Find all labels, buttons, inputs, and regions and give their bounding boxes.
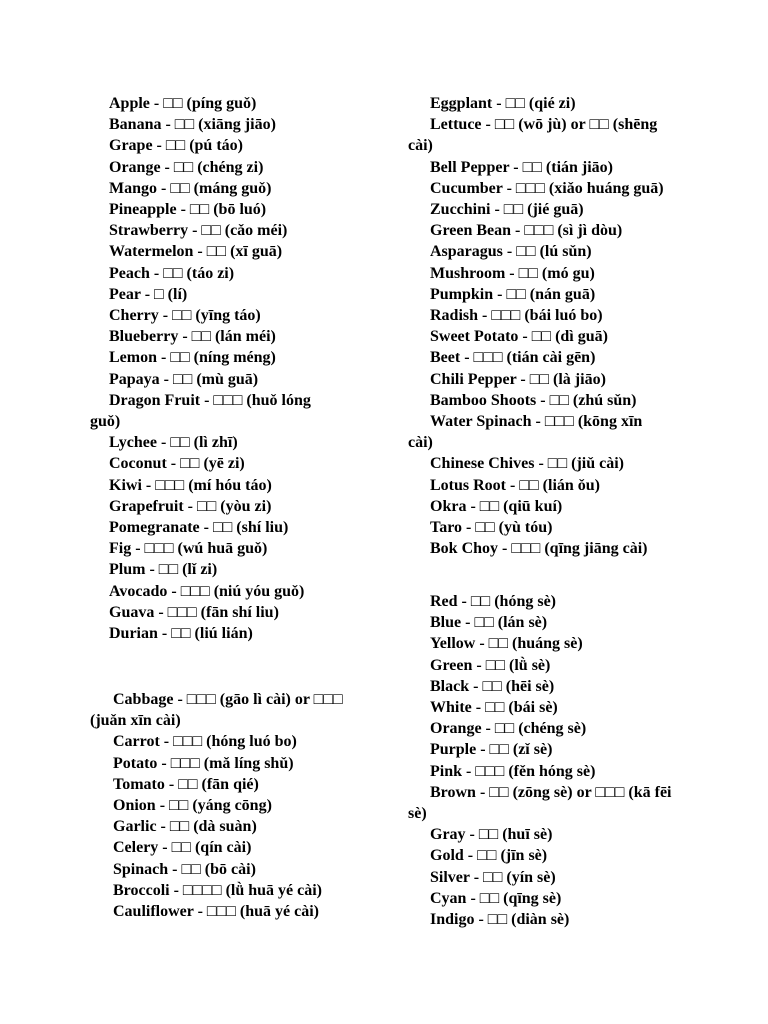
list-item: Potato - □□□ (mǎ líng shǔ) [113, 754, 294, 772]
list-item: Yellow - □□ (huáng sè) [430, 635, 583, 653]
list-item: Orange - □□ (chéng zi) [109, 158, 264, 176]
list-item: Coconut - □□ (yē zi) [109, 455, 245, 473]
list-item: Mango - □□ (máng guǒ) [109, 179, 272, 197]
list-item: Gray - □□ (huī sè) [430, 826, 553, 844]
list-item: Bok Choy - □□□ (qīng jiāng cài) [430, 540, 648, 558]
list-item: Watermelon - □□ (xī guā) [109, 243, 283, 261]
list-item: Water Spinach - □□□ (kōng xīn cài) [408, 413, 643, 452]
list-item: Purple - □□ (zǐ sè) [430, 741, 553, 759]
list-item: Okra - □□ (qiū kuí) [430, 497, 563, 515]
list-item: Beet - □□□ (tián cài gēn) [430, 349, 596, 367]
list-item: Spinach - □□ (bō cài) [113, 860, 256, 878]
list-item: Green - □□ (lǜ sè) [430, 656, 551, 674]
list-item: Durian - □□ (liú lián) [109, 625, 253, 643]
list-item: Pink - □□□ (fěn hóng sè) [430, 762, 596, 780]
list-item: Onion - □□ (yáng cōng) [113, 797, 272, 815]
list-item: Broccoli - □□□□ (lǜ huā yé cài) [113, 881, 323, 899]
list-item: Green Bean - □□□ (sì jì dòu) [430, 222, 623, 240]
list-item: Mushroom - □□ (mó gu) [430, 264, 595, 282]
list-item: Dragon Fruit - □□□ (huǒ lóng guǒ) [90, 391, 311, 431]
list-item: Strawberry - □□ (cǎo méi) [109, 222, 288, 240]
list-item: Zucchini - □□ (jié guā) [430, 201, 584, 219]
list-item: Brown - □□ (zōng sè) or □□□ (kā fēi sè) [408, 783, 672, 823]
list-item: Garlic - □□ (dà suàn) [113, 818, 257, 836]
list-item: Radish - □□□ (bái luó bo) [430, 307, 603, 325]
list-item: Black - □□ (hēi sè) [430, 677, 555, 695]
list-item: Sweet Potato - □□ (dì guā) [430, 328, 608, 346]
list-item: Taro - □□ (yù tóu) [430, 519, 553, 537]
colors-list [408, 591, 678, 930]
list-item: Celery - □□ (qín cài) [113, 839, 252, 857]
list-item: Cabbage - □□□ (gāo lì cài) or □□□ (juǎn xīn cài) [90, 691, 343, 730]
list-item: Cauliflower - □□□ (huā yé cài) [113, 903, 320, 921]
list-item: Red - □□ (hóng sè) [430, 593, 556, 610]
list-item: Lettuce - □□ (wō jù) or □□ (shēng cài) [408, 116, 658, 155]
list-item: Carrot - □□□ (hóng luó bo) [113, 733, 297, 751]
list-item: Eggplant - □□ (qié zi) [430, 95, 576, 112]
list-item: White - □□ (bái sè) [430, 699, 558, 717]
list-item: Gold - □□ (jīn sè) [430, 847, 548, 865]
list-item: Cyan - □□ (qīng sè) [430, 889, 562, 907]
list-item: Tomato - □□ (fān qié) [113, 775, 259, 793]
list-item: Fig - □□□ (wú huā guǒ) [109, 540, 268, 558]
list-item: Lemon - □□ (níng méng) [109, 349, 276, 367]
list-item: Pineapple - □□ (bō luó) [109, 201, 267, 219]
list-item: Kiwi - □□□ (mí hóu táo) [109, 476, 272, 494]
vegetables-list-left [90, 689, 360, 922]
list-item: Lychee - □□ (lì zhī) [109, 434, 238, 452]
list-item: Cherry - □□ (yīng táo) [109, 307, 261, 325]
list-item: Pear - □ (lí) [109, 285, 188, 303]
list-item: Peach - □□ (táo zi) [109, 264, 235, 282]
list-item: Chili Pepper - □□ (là jiāo) [430, 370, 606, 388]
fruits-list [90, 93, 335, 644]
list-item: Blue - □□ (lán sè) [430, 614, 548, 632]
list-item: Papaya - □□ (mù guā) [109, 370, 259, 388]
list-item: Grape - □□ (pú táo) [109, 137, 243, 155]
list-item: Guava - □□□ (fān shí liu) [109, 603, 279, 621]
list-item: Orange - □□ (chéng sè) [430, 720, 587, 738]
list-item: Lotus Root - □□ (lián ǒu) [430, 476, 601, 494]
list-item: Banana - □□ (xiāng jiāo) [109, 116, 276, 134]
vegetables-list-right [408, 93, 670, 559]
list-item: Indigo - □□ (diàn sè) [430, 911, 570, 929]
list-item: Blueberry - □□ (lán méi) [109, 328, 276, 346]
list-item: Grapefruit - □□ (yòu zi) [109, 497, 272, 515]
list-item: Silver - □□ (yín sè) [430, 868, 556, 886]
list-item: Chinese Chives - □□ (jiǔ cài) [430, 455, 624, 473]
list-item: Pomegranate - □□ (shí liu) [109, 519, 289, 537]
list-item: Asparagus - □□ (lú sǔn) [430, 243, 592, 261]
list-item: Apple - □□ (píng guǒ) [109, 95, 257, 112]
list-item: Pumpkin - □□ (nán guā) [430, 285, 596, 303]
list-item: Bamboo Shoots - □□ (zhú sǔn) [430, 391, 637, 409]
list-item: Avocado - □□□ (niú yóu guǒ) [109, 582, 305, 600]
list-item: Plum - □□ (lǐ zi) [109, 561, 218, 579]
list-item: Cucumber - □□□ (xiǎo huáng guā) [430, 179, 664, 197]
list-item: Bell Pepper - □□ (tián jiāo) [430, 158, 614, 176]
